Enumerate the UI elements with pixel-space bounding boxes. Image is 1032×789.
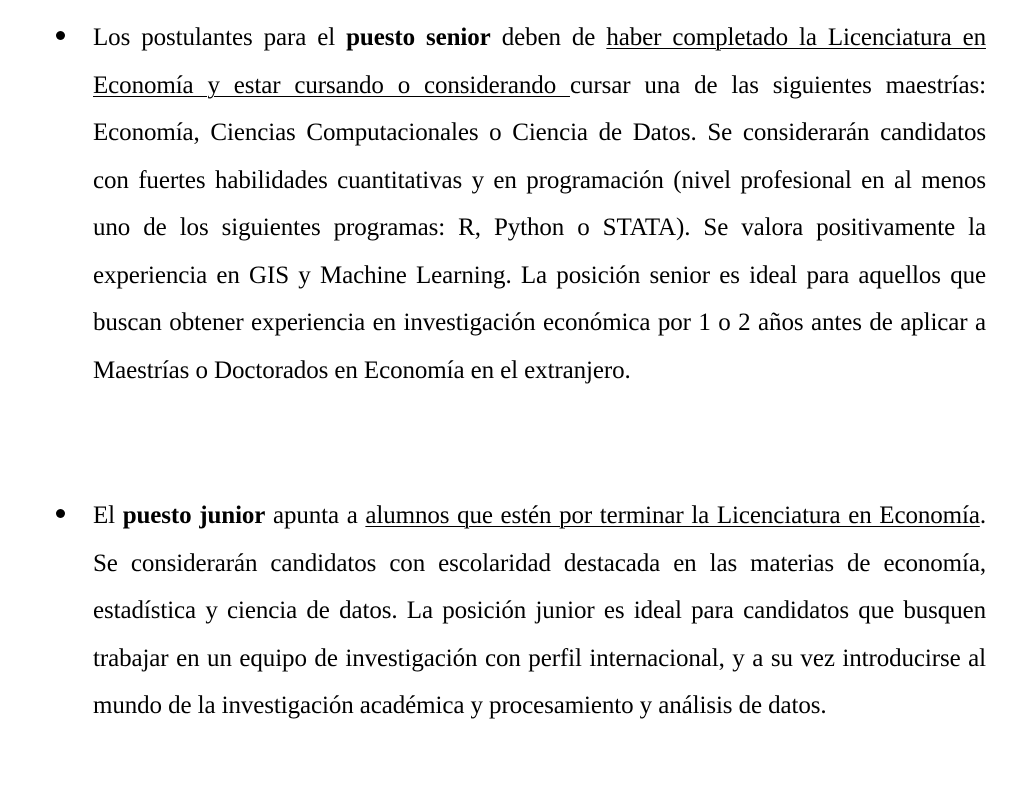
junior-requirement-underlined: alumnos que estén por terminar la Licenciatura en Economía: [365, 502, 980, 529]
junior-text-rest: . Se considerarán candidatos con escolaridad destacada en las materias de economía, estadística y ciencia de datos. La posición junior es ideal para candidatos que busquen trabajar en un equipo de investigación con perfil internacional, y a su vez introducirse al mundo de la investigación académica y procesamiento y análisis de datos.: [93, 502, 986, 719]
senior-text-intro: Los postulantes para el: [93, 24, 347, 51]
junior-text-intro: El: [93, 502, 123, 529]
junior-position-label: puesto junior: [122, 502, 266, 529]
senior-position-label: puesto senior: [346, 24, 491, 51]
bullet-item-senior: [93, 14, 986, 394]
junior-text-mid: apunta a: [265, 502, 366, 529]
senior-paragraph: [93, 14, 986, 394]
bullet-icon: [56, 31, 65, 40]
bullet-icon: [56, 509, 65, 518]
senior-text-mid: deben de: [490, 24, 607, 51]
bullet-item-junior: [93, 492, 986, 730]
senior-requirement-underlined: haber completado la Licenciatura en Economía y estar cursando o considerando: [93, 24, 986, 99]
junior-paragraph: [93, 492, 986, 730]
senior-text-rest: cursar una de las siguientes maestrías: Economía, Ciencias Computacionales o Ciencia de Datos. Se considerarán candidatos con fuertes habilidades cuantitativas y en programación (nivel profesional en al menos uno de los siguientes programas: R, Python o STATA). Se valora positivamente la experiencia en GIS y Machine Learning. La posición senior es ideal para aquellos que buscan obtener experiencia en investigación económica por 1 o 2 años antes de aplicar a Maestrías o Doctorados en Economía en el extranjero.: [93, 71, 986, 384]
